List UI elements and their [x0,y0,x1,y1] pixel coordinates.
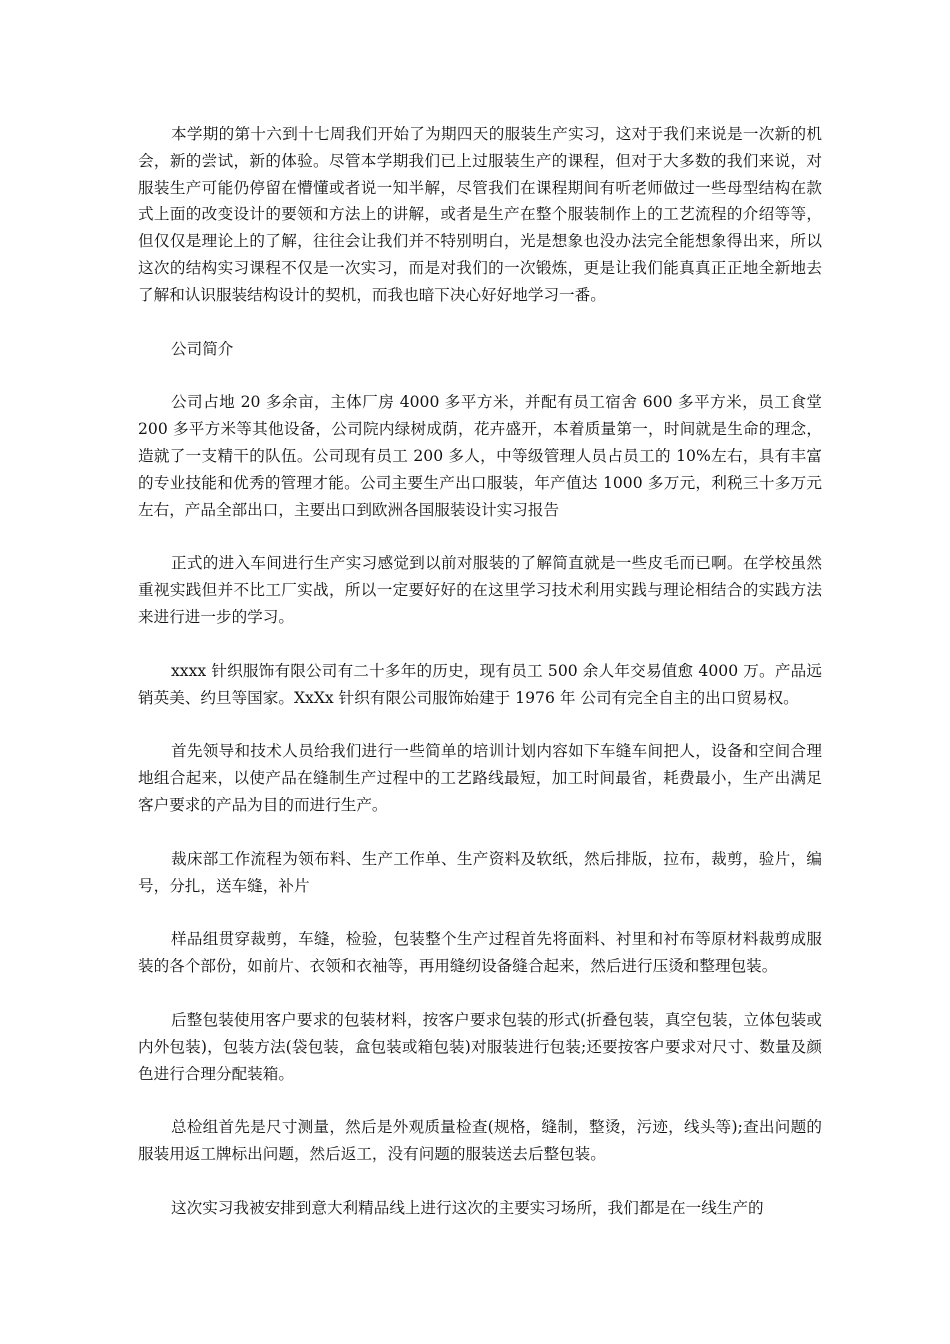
paragraph-workshop-entry: 正式的进入车间进行生产实习感觉到以前对服装的了解简直就是一些皮毛而已啊。在学校虽然重视实践但并不比工厂实战，所以一定要好好的在这里学习技术利用实践与理论相结合的实践方法来进行进一步的学习。 [138,554,822,626]
paragraph-intro: 本学期的第十六到十七周我们开始了为期四天的服装生产实习，这对于我们来说是一次新的机会，新的尝试，新的体验。尽管本学期我们已上过服装生产的课程，但对于大多数的我们来说，对服装生产可能仍停留在懵懂或者说一知半解，尽管我们在课程期间有听老师做过一些母型结构在款式上面的改变设计的要领和方法上的讲解，或者是生产在整个服装制作上的工艺流程的介绍等等，但仅仅是理论上的了解，往往会让我们并不特别明白，光是想象也没办法完全能想象得出来，所以这次的结构实习课程不仅是一次实习，而是对我们的一次锻炼，更是让我们能真真正正地全新地去了解和认识服装结构设计的契机，而我也暗下决心好好地学习一番。 [138,125,822,304]
paragraph-company-history: xxxx 针织服饰有限公司有二十多年的历史，现有员工 500 余人年交易值愈 4000 万。产品远销英美、约旦等国家。XxXx 针织有限公司服饰始建于 1976 年 公司有完全自主的出口贸易权。 [138,661,822,707]
paragraph-sample-group: 样品组贯穿裁剪，车缝，检验，包装整个生产过程首先将面料、衬里和衬布等原材料裁剪成服装的各个部份，如前片、衣领和衣袖等，再用缝纫设备缝合起来，然后进行压烫和整理包装。 [138,930,822,976]
paragraph-final-inspection: 总检组首先是尺寸测量，然后是外观质量检查(规格，缝制，整烫，污迹，线头等);查出问题的服装用返工牌标出问题，然后返工，没有问题的服装送去后整包装。 [138,1118,822,1164]
document-body [138,121,822,1249]
paragraph-internship-line: 这次实习我被安排到意大利精品线上进行这次的主要实习场所，我们都是在一线生产的 [171,1198,764,1217]
paragraph-training: 首先领导和技术人员给我们进行一些简单的培训计划内容如下车缝车间把人，设备和空间合理地组合起来，以使产品在缝制生产过程中的工艺路线最短，加工时间最省，耗费最小，生产出满足客户要求的产品为目的而进行生产。 [138,742,822,814]
paragraph-packaging: 后整包装使用客户要求的包装材料，按客户要求包装的形式(折叠包装，真空包装，立体包装或内外包装)，包装方法(袋包装，盒包装或箱包装)对服装进行包装;还要按客户要求对尺寸、数量及颜色进行合理分配装箱。 [138,1010,822,1083]
paragraph-cutting-dept: 裁床部工作流程为领布料、生产工作单、生产资料及软纸，然后排版，拉布，裁剪，验片，编号，分扎，送车缝，补片 [138,849,822,895]
section-heading-company-intro: 公司简介 [171,339,234,358]
paragraph-company-profile: 公司占地 20 多余亩，主体厂房 4000 多平方米，并配有员工宿舍 600 多平方米，员工食堂 200 多平方米等其他设备，公司院内绿树成荫，花卉盛开，本着质量第一，时间就是生命的理念，造就了一支精干的队伍。公司现有员工 200 多人，中等级管理人员占员工的 10%左右，具有丰富的专业技能和优秀的管理才能。公司主要生产出口服装，年产值达 1000 多万元，利税三十多万元左右，产品全部出口，主要出口到欧洲各国服装设计实习报告 [138,393,822,519]
